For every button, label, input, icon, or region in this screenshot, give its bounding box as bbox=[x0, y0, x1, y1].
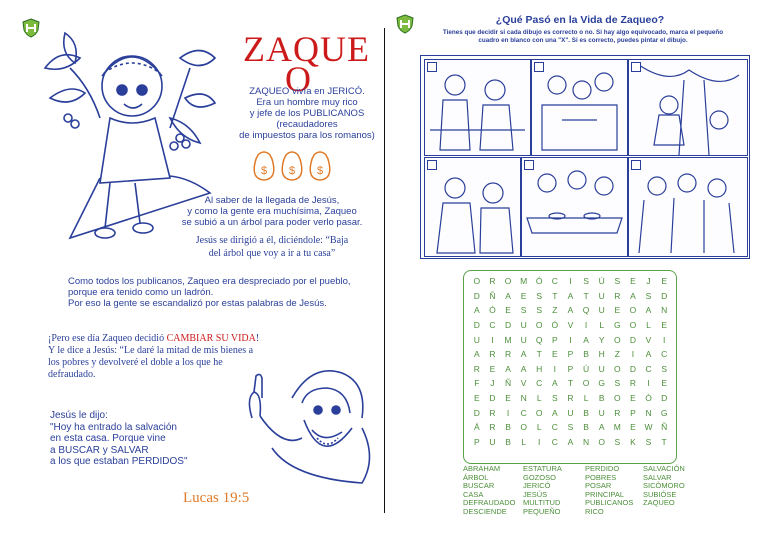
word-item: ÁRBOL bbox=[463, 472, 489, 482]
grid-letter[interactable]: W bbox=[644, 422, 653, 433]
grid-letter[interactable]: L bbox=[583, 393, 589, 404]
grid-letter[interactable]: D bbox=[629, 363, 636, 374]
checkbox-square[interactable] bbox=[427, 160, 437, 170]
word-item: DEFRAUDADO bbox=[463, 498, 516, 508]
word-item: POSAR bbox=[585, 481, 612, 491]
grid-letter[interactable]: D bbox=[504, 320, 512, 331]
grid-row bbox=[469, 347, 672, 362]
grid-row bbox=[469, 405, 672, 420]
shield-logo-icon bbox=[22, 18, 40, 38]
jesus-said-text: Jesús le dijo: "Hoy ha entrado la salvación en esta casa. Porque vine a BUSCAR y SALVAR a los que estaban PERDIDOS" bbox=[50, 410, 188, 467]
grid-letter[interactable]: D bbox=[489, 393, 496, 404]
grid-row bbox=[469, 376, 672, 391]
checkbox-square[interactable] bbox=[631, 62, 641, 72]
grid-letter[interactable]: I bbox=[647, 378, 650, 389]
grid-letter[interactable]: H bbox=[598, 349, 605, 360]
grid-letter[interactable]: C bbox=[551, 276, 558, 287]
comic-panel bbox=[628, 157, 748, 257]
grid-letter[interactable]: S bbox=[614, 378, 621, 389]
grid-letter[interactable]: R bbox=[614, 407, 621, 418]
grid-row bbox=[469, 391, 672, 406]
page-divider bbox=[384, 28, 385, 513]
word-item: RICO bbox=[585, 506, 604, 516]
grid-letter[interactable]: A bbox=[567, 305, 574, 316]
grid-letter[interactable]: V bbox=[567, 320, 574, 331]
grid-row bbox=[469, 274, 672, 289]
checkbox-square[interactable] bbox=[534, 62, 544, 72]
grid-letter[interactable]: O bbox=[629, 320, 637, 331]
grid-letter[interactable]: L bbox=[646, 320, 651, 331]
grid-letter[interactable]: J bbox=[646, 276, 651, 287]
grid-letter[interactable]: G bbox=[598, 378, 605, 389]
grid-letter[interactable]: L bbox=[521, 436, 526, 447]
grid-letter[interactable]: C bbox=[551, 436, 558, 447]
grid-letter[interactable]: N bbox=[645, 407, 652, 418]
grid-letter[interactable]: M bbox=[520, 276, 528, 287]
grid-letter[interactable]: L bbox=[536, 393, 542, 404]
word-item: JERICÓ bbox=[523, 481, 551, 491]
grid-letter[interactable]: D bbox=[473, 407, 480, 418]
grid-letter[interactable]: I bbox=[569, 276, 572, 287]
grid-letter[interactable]: F bbox=[474, 378, 480, 389]
grid-letter[interactable]: O bbox=[582, 378, 590, 389]
grid-letter[interactable]: C bbox=[536, 378, 543, 389]
svg-text:$: $ bbox=[261, 165, 268, 177]
grid-letter[interactable]: R bbox=[489, 422, 496, 433]
grid-letter[interactable]: O bbox=[598, 436, 605, 447]
word-item: PRINCIPAL bbox=[585, 489, 625, 499]
grid-letter[interactable]: A bbox=[505, 290, 511, 301]
grid-letter[interactable]: S bbox=[645, 290, 652, 301]
grid-letter[interactable]: Ó bbox=[489, 305, 496, 316]
change-life-text: ¡Pero ese día Zaqueo decidió CAMBIAR SU VIDA! Y le dice a Jesús: “Le daré la mitad de mis bienes a los pobres y devolveré el doble a los que he defraudado. bbox=[48, 333, 260, 380]
grid-letter[interactable]: E bbox=[630, 422, 636, 433]
grid-letter[interactable]: P bbox=[473, 436, 480, 447]
grid-letter[interactable]: K bbox=[630, 436, 636, 447]
grid-letter[interactable]: T bbox=[552, 290, 558, 301]
word-item: SICÓMORO bbox=[643, 481, 685, 491]
grid-letter[interactable]: E bbox=[552, 349, 558, 360]
grid-letter[interactable]: P bbox=[630, 407, 636, 418]
grid-letter[interactable]: T bbox=[583, 290, 589, 301]
grid-letter[interactable]: U bbox=[598, 290, 605, 301]
word-item: POBRES bbox=[585, 472, 617, 482]
comic-panel bbox=[424, 59, 531, 156]
grid-letter[interactable]: R bbox=[504, 349, 512, 360]
grid-letter[interactable]: R bbox=[489, 349, 496, 360]
grid-letter[interactable]: A bbox=[567, 290, 574, 301]
grid-letter[interactable]: Ñ bbox=[504, 378, 512, 389]
grid-letter[interactable]: I bbox=[553, 363, 557, 374]
grid-letter[interactable]: D bbox=[629, 334, 636, 345]
word-item: DESCIENDE bbox=[463, 506, 507, 516]
grid-letter[interactable]: I bbox=[569, 334, 572, 345]
grid-letter[interactable]: S bbox=[583, 276, 589, 287]
grid-letter[interactable]: E bbox=[520, 290, 527, 301]
grid-letter[interactable]: S bbox=[520, 305, 527, 316]
grid-letter[interactable]: A bbox=[520, 349, 527, 360]
grid-letter[interactable]: T bbox=[567, 378, 574, 389]
word-item: SALVAR bbox=[643, 472, 672, 482]
grid-letter[interactable]: P bbox=[567, 349, 574, 360]
grid-letter[interactable]: A bbox=[505, 363, 511, 374]
grid-letter[interactable]: R bbox=[567, 393, 574, 404]
grid-letter[interactable]: U bbox=[598, 363, 605, 374]
word-item: ESTATURA bbox=[523, 464, 562, 473]
grid-letter[interactable]: S bbox=[552, 393, 558, 404]
word-item: SALVACIÓN bbox=[643, 464, 685, 473]
grid-letter[interactable]: U bbox=[598, 407, 605, 418]
grid-letter[interactable]: Y bbox=[598, 334, 605, 345]
activity-title: ¿Qué Pasó en la Vida de Zaqueo? bbox=[495, 14, 665, 26]
grid-row bbox=[469, 289, 672, 304]
grid-letter[interactable]: O bbox=[613, 334, 621, 345]
grid-letter[interactable]: O bbox=[613, 393, 621, 404]
word-item: GOZOSO bbox=[523, 472, 556, 482]
grid-letter[interactable]: E bbox=[661, 378, 667, 389]
grid-letter[interactable]: G bbox=[613, 320, 621, 331]
word-item: MULTITUD bbox=[523, 498, 561, 508]
grid-letter[interactable]: E bbox=[661, 320, 667, 331]
grid-letter[interactable]: E bbox=[505, 305, 511, 316]
intro-text: ZAQUEO vivía en JERICÓ. Era un hombre muy rico y jefe de los PUBLICANOS (recaudadores de impuestos para los romanos) bbox=[239, 86, 375, 141]
grid-letter[interactable]: S bbox=[614, 276, 621, 287]
comic-panel bbox=[424, 157, 521, 257]
grid-letter[interactable]: S bbox=[614, 436, 621, 447]
grid-letter[interactable]: N bbox=[520, 393, 527, 404]
grid-letter[interactable]: E bbox=[630, 393, 636, 404]
grid-row bbox=[469, 332, 672, 347]
comic-panel bbox=[628, 59, 748, 156]
comic-panel bbox=[521, 157, 628, 257]
grid-letter[interactable]: M bbox=[613, 422, 621, 433]
grid-letter[interactable]: L bbox=[536, 422, 542, 433]
grid-letter[interactable]: V bbox=[520, 378, 527, 389]
grid-letter[interactable]: U bbox=[567, 407, 574, 418]
grid-letter[interactable]: U bbox=[520, 320, 527, 331]
grid-letter[interactable]: M bbox=[504, 334, 512, 345]
shield-logo-icon bbox=[396, 14, 414, 34]
grid-letter[interactable]: T bbox=[536, 349, 542, 360]
grid-letter[interactable]: R bbox=[489, 407, 496, 418]
grid-letter[interactable]: I bbox=[662, 334, 666, 345]
grid-letter[interactable]: E bbox=[473, 393, 480, 404]
grid-letter[interactable]: A bbox=[598, 422, 605, 433]
grid-letter[interactable]: I bbox=[506, 407, 510, 418]
grid-letter[interactable]: S bbox=[536, 305, 543, 316]
grid-letter[interactable]: I bbox=[631, 349, 635, 360]
grid-letter[interactable]: C bbox=[520, 407, 527, 418]
grid-letter[interactable]: U bbox=[520, 334, 527, 345]
grid-letter[interactable]: L bbox=[599, 320, 605, 331]
grid-letter[interactable]: B bbox=[583, 407, 589, 418]
grid-letter[interactable]: E bbox=[630, 276, 636, 287]
grid-letter[interactable]: I bbox=[584, 320, 588, 331]
grid-letter[interactable]: E bbox=[614, 305, 621, 316]
grid-letter[interactable]: O bbox=[473, 276, 481, 287]
grid-letter[interactable]: N bbox=[583, 436, 590, 447]
grid-letter[interactable]: Ó bbox=[535, 276, 543, 287]
grid-letter[interactable]: A bbox=[473, 349, 480, 360]
page-title: ZAQUE O bbox=[243, 29, 370, 99]
grid-letter[interactable]: Q bbox=[535, 334, 543, 345]
grid-letter[interactable]: Z bbox=[614, 349, 620, 360]
grid-letter[interactable]: I bbox=[538, 436, 541, 447]
grid-letter[interactable]: Q bbox=[582, 305, 590, 316]
grid-letter[interactable]: R bbox=[629, 378, 636, 389]
comic-panels bbox=[420, 55, 750, 259]
grid-letter[interactable]: R bbox=[614, 290, 621, 301]
bible-reference: Lucas 19:5 bbox=[183, 490, 250, 506]
grid-letter[interactable]: A bbox=[645, 349, 652, 360]
grid-letter[interactable]: G bbox=[660, 407, 668, 418]
grid-letter[interactable]: O bbox=[520, 422, 527, 433]
grid-letter[interactable]: E bbox=[661, 276, 667, 287]
grid-letter[interactable]: A bbox=[552, 378, 558, 389]
grid-row bbox=[469, 435, 672, 450]
grid-letter[interactable]: C bbox=[489, 320, 496, 331]
arrival-text: Al saber de la llegada de Jesús, y como la gente era muchísima, Zaqueo se subió a un árbol para poder verlo pasar. bbox=[181, 195, 363, 228]
grid-letter[interactable]: J bbox=[490, 378, 495, 389]
grid-row bbox=[469, 362, 672, 377]
word-item: PERDIDO bbox=[585, 464, 620, 473]
grid-letter[interactable]: B bbox=[583, 422, 589, 433]
grid-letter[interactable]: S bbox=[567, 422, 574, 433]
grid-letter[interactable]: Ñ bbox=[489, 290, 496, 301]
grid-row bbox=[469, 420, 672, 435]
grid-letter[interactable]: Ñ bbox=[661, 422, 668, 433]
grid-letter[interactable]: B bbox=[505, 422, 511, 433]
grid-row bbox=[469, 303, 672, 318]
grid-letter[interactable]: R bbox=[473, 363, 480, 374]
money-bags-icon bbox=[252, 147, 334, 183]
checkbox-square[interactable] bbox=[631, 160, 641, 170]
activity-instructions: Tienes que decidir si cada dibujo es correcto o no. Si hay algo equivocado, marca el pequeño cuadro en blanco con una "X". Si es correcto, puedes pintar el dibujo. bbox=[442, 29, 724, 44]
grid-letter[interactable]: P bbox=[552, 334, 558, 345]
publicans-text: Como todos los publicanos, Zaqueo era despreciado por el pueblo, porque era tenido como un ladrón. Por eso la gente se escandalizó por estas palabras de Jesús. bbox=[68, 276, 351, 309]
grid-letter[interactable]: N bbox=[661, 305, 668, 316]
word-item: ABRAHAM bbox=[463, 464, 501, 473]
word-item: PEQUEÑO bbox=[523, 506, 561, 516]
grid-letter[interactable]: O bbox=[535, 320, 543, 331]
grid-row bbox=[469, 318, 672, 333]
checkbox-square[interactable] bbox=[427, 62, 437, 72]
grid-letter[interactable]: D bbox=[661, 393, 668, 404]
grid-letter[interactable]: B bbox=[583, 349, 589, 360]
comic-panel bbox=[531, 59, 628, 156]
grid-letter[interactable]: B bbox=[598, 393, 605, 404]
grid-letter[interactable]: V bbox=[645, 334, 652, 345]
grid-letter[interactable]: Ú bbox=[598, 276, 605, 287]
grid-letter[interactable]: O bbox=[504, 276, 512, 287]
grid-letter[interactable]: Ú bbox=[583, 363, 590, 374]
grid-letter[interactable]: U bbox=[489, 436, 496, 447]
svg-text:$: $ bbox=[317, 165, 324, 177]
svg-text:$: $ bbox=[289, 165, 296, 177]
jesus-illustration bbox=[232, 358, 382, 488]
grid-letter[interactable]: H bbox=[536, 363, 543, 374]
grid-letter[interactable]: A bbox=[583, 334, 589, 345]
grid-letter[interactable]: C bbox=[551, 422, 558, 433]
grid-letter[interactable]: D bbox=[661, 290, 668, 301]
checkbox-square[interactable] bbox=[524, 160, 534, 170]
grid-letter[interactable]: A bbox=[630, 290, 636, 301]
grid-letter[interactable]: I bbox=[491, 334, 494, 345]
grid-letter[interactable]: S bbox=[536, 290, 543, 301]
grid-letter[interactable]: A bbox=[520, 363, 527, 374]
grid-letter[interactable]: E bbox=[505, 393, 511, 404]
grid-letter[interactable]: O bbox=[535, 407, 543, 418]
grid-letter[interactable]: C bbox=[661, 349, 668, 360]
word-item: PUBLICANOS bbox=[585, 498, 634, 508]
grid-letter[interactable]: A bbox=[552, 407, 558, 418]
grid-letter[interactable]: S bbox=[661, 363, 667, 374]
grid-letter[interactable]: Ó bbox=[551, 320, 559, 331]
word-item: ZAQUEO bbox=[643, 498, 675, 508]
grid-letter[interactable]: P bbox=[567, 363, 574, 374]
grid-letter[interactable]: A bbox=[473, 305, 480, 316]
grid-letter[interactable]: Z bbox=[552, 305, 558, 316]
grid-letter[interactable]: S bbox=[645, 436, 652, 447]
grid-letter[interactable]: A bbox=[645, 305, 652, 316]
grid-letter[interactable]: Ó bbox=[645, 393, 652, 404]
grid-letter[interactable]: B bbox=[505, 436, 511, 447]
grid-letter[interactable]: U bbox=[598, 305, 605, 316]
grid-letter[interactable]: O bbox=[629, 305, 637, 316]
grid-letter[interactable]: U bbox=[473, 334, 480, 345]
grid-letter[interactable]: D bbox=[473, 320, 480, 331]
grid-letter[interactable]: E bbox=[489, 363, 496, 374]
grid-letter[interactable]: O bbox=[613, 363, 621, 374]
word-item: BUSCAR bbox=[463, 481, 495, 491]
grid-letter[interactable]: C bbox=[645, 363, 652, 374]
word-item: JESÚS bbox=[523, 489, 548, 499]
jesus-call-text: Jesús se dirigió a él, diciéndole: “Baja del árbol que voy a ir a tu casa” bbox=[195, 235, 349, 259]
grid-letter[interactable]: T bbox=[661, 436, 667, 447]
word-item: SUBIÓSE bbox=[643, 489, 677, 499]
word-search-grid bbox=[463, 270, 677, 464]
grid-letter[interactable]: D bbox=[473, 290, 480, 301]
grid-letter[interactable]: R bbox=[489, 276, 496, 287]
grid-letter[interactable]: Á bbox=[473, 422, 480, 433]
grid-letter[interactable]: A bbox=[567, 436, 574, 447]
word-item: CASA bbox=[463, 489, 484, 499]
